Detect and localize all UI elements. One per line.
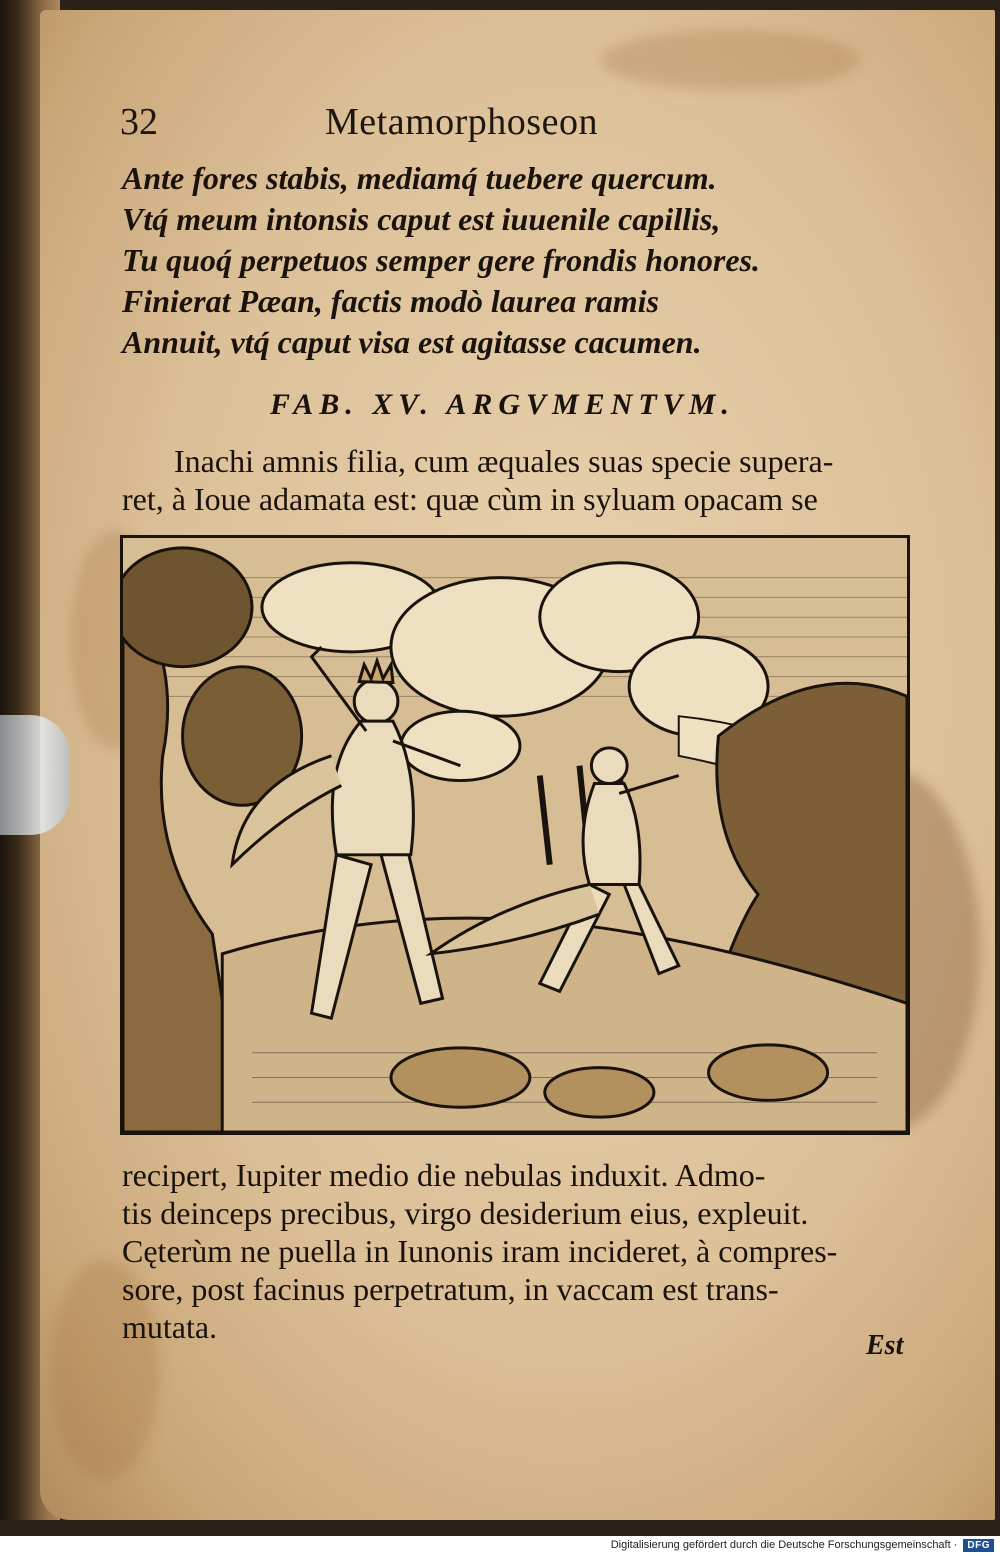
verse-line: Tu quoq́ perpetuos semper gere frondis honores.	[122, 242, 760, 278]
verse-line: Annuit, vtq́ caput visa est agitasse cacumen.	[122, 324, 702, 360]
argument-text-top	[122, 442, 922, 518]
prose-line: mutata.	[122, 1309, 218, 1345]
prose-line: Inachi amnis filia, cum æquales suas specie supera-	[174, 443, 834, 479]
prose-line: tis deinceps precibus, virgo desiderium eius, expleuit.	[122, 1195, 809, 1231]
digitization-footer	[0, 1536, 1000, 1554]
page-number: 32	[120, 101, 158, 143]
prose-line: recipert, Iupiter medio die nebulas induxit. Admo-	[122, 1157, 766, 1193]
footer-credit: Digitalisierung gefördert durch die Deutsche Forschungsgemeinschaft ·	[610, 1539, 958, 1551]
paper-stain	[600, 30, 860, 90]
page-clip	[0, 715, 70, 835]
verse-line: Vtq́ meum intonsis caput est iuuenile capillis,	[122, 201, 721, 237]
catchword: Est	[866, 1330, 904, 1361]
page-header	[120, 100, 740, 150]
woodcut-drawing	[123, 538, 907, 1132]
argument-text-bottom	[122, 1156, 922, 1346]
prose-line: Cęterùm ne puella in Iunonis iram incideret, à compres-	[122, 1233, 838, 1269]
verse-block	[122, 158, 802, 363]
prose-line: sore, post facinus perpetratum, in vaccam est trans-	[122, 1271, 779, 1307]
verse-line: Ante fores stabis, mediamq́ tuebere quercum.	[122, 160, 717, 196]
running-title: Metamorphoseon	[325, 101, 598, 143]
woodcut-illustration	[120, 535, 910, 1135]
prose-line: ret, à Ioue adamata est: quæ cùm in syluam opacam se	[122, 481, 818, 517]
fable-heading: FAB. XV. ARGVMENTVM.	[270, 388, 735, 421]
verse-line: Finierat Pæan, factis modò laurea ramis	[122, 283, 659, 319]
dfg-logo: DFG	[963, 1539, 994, 1552]
